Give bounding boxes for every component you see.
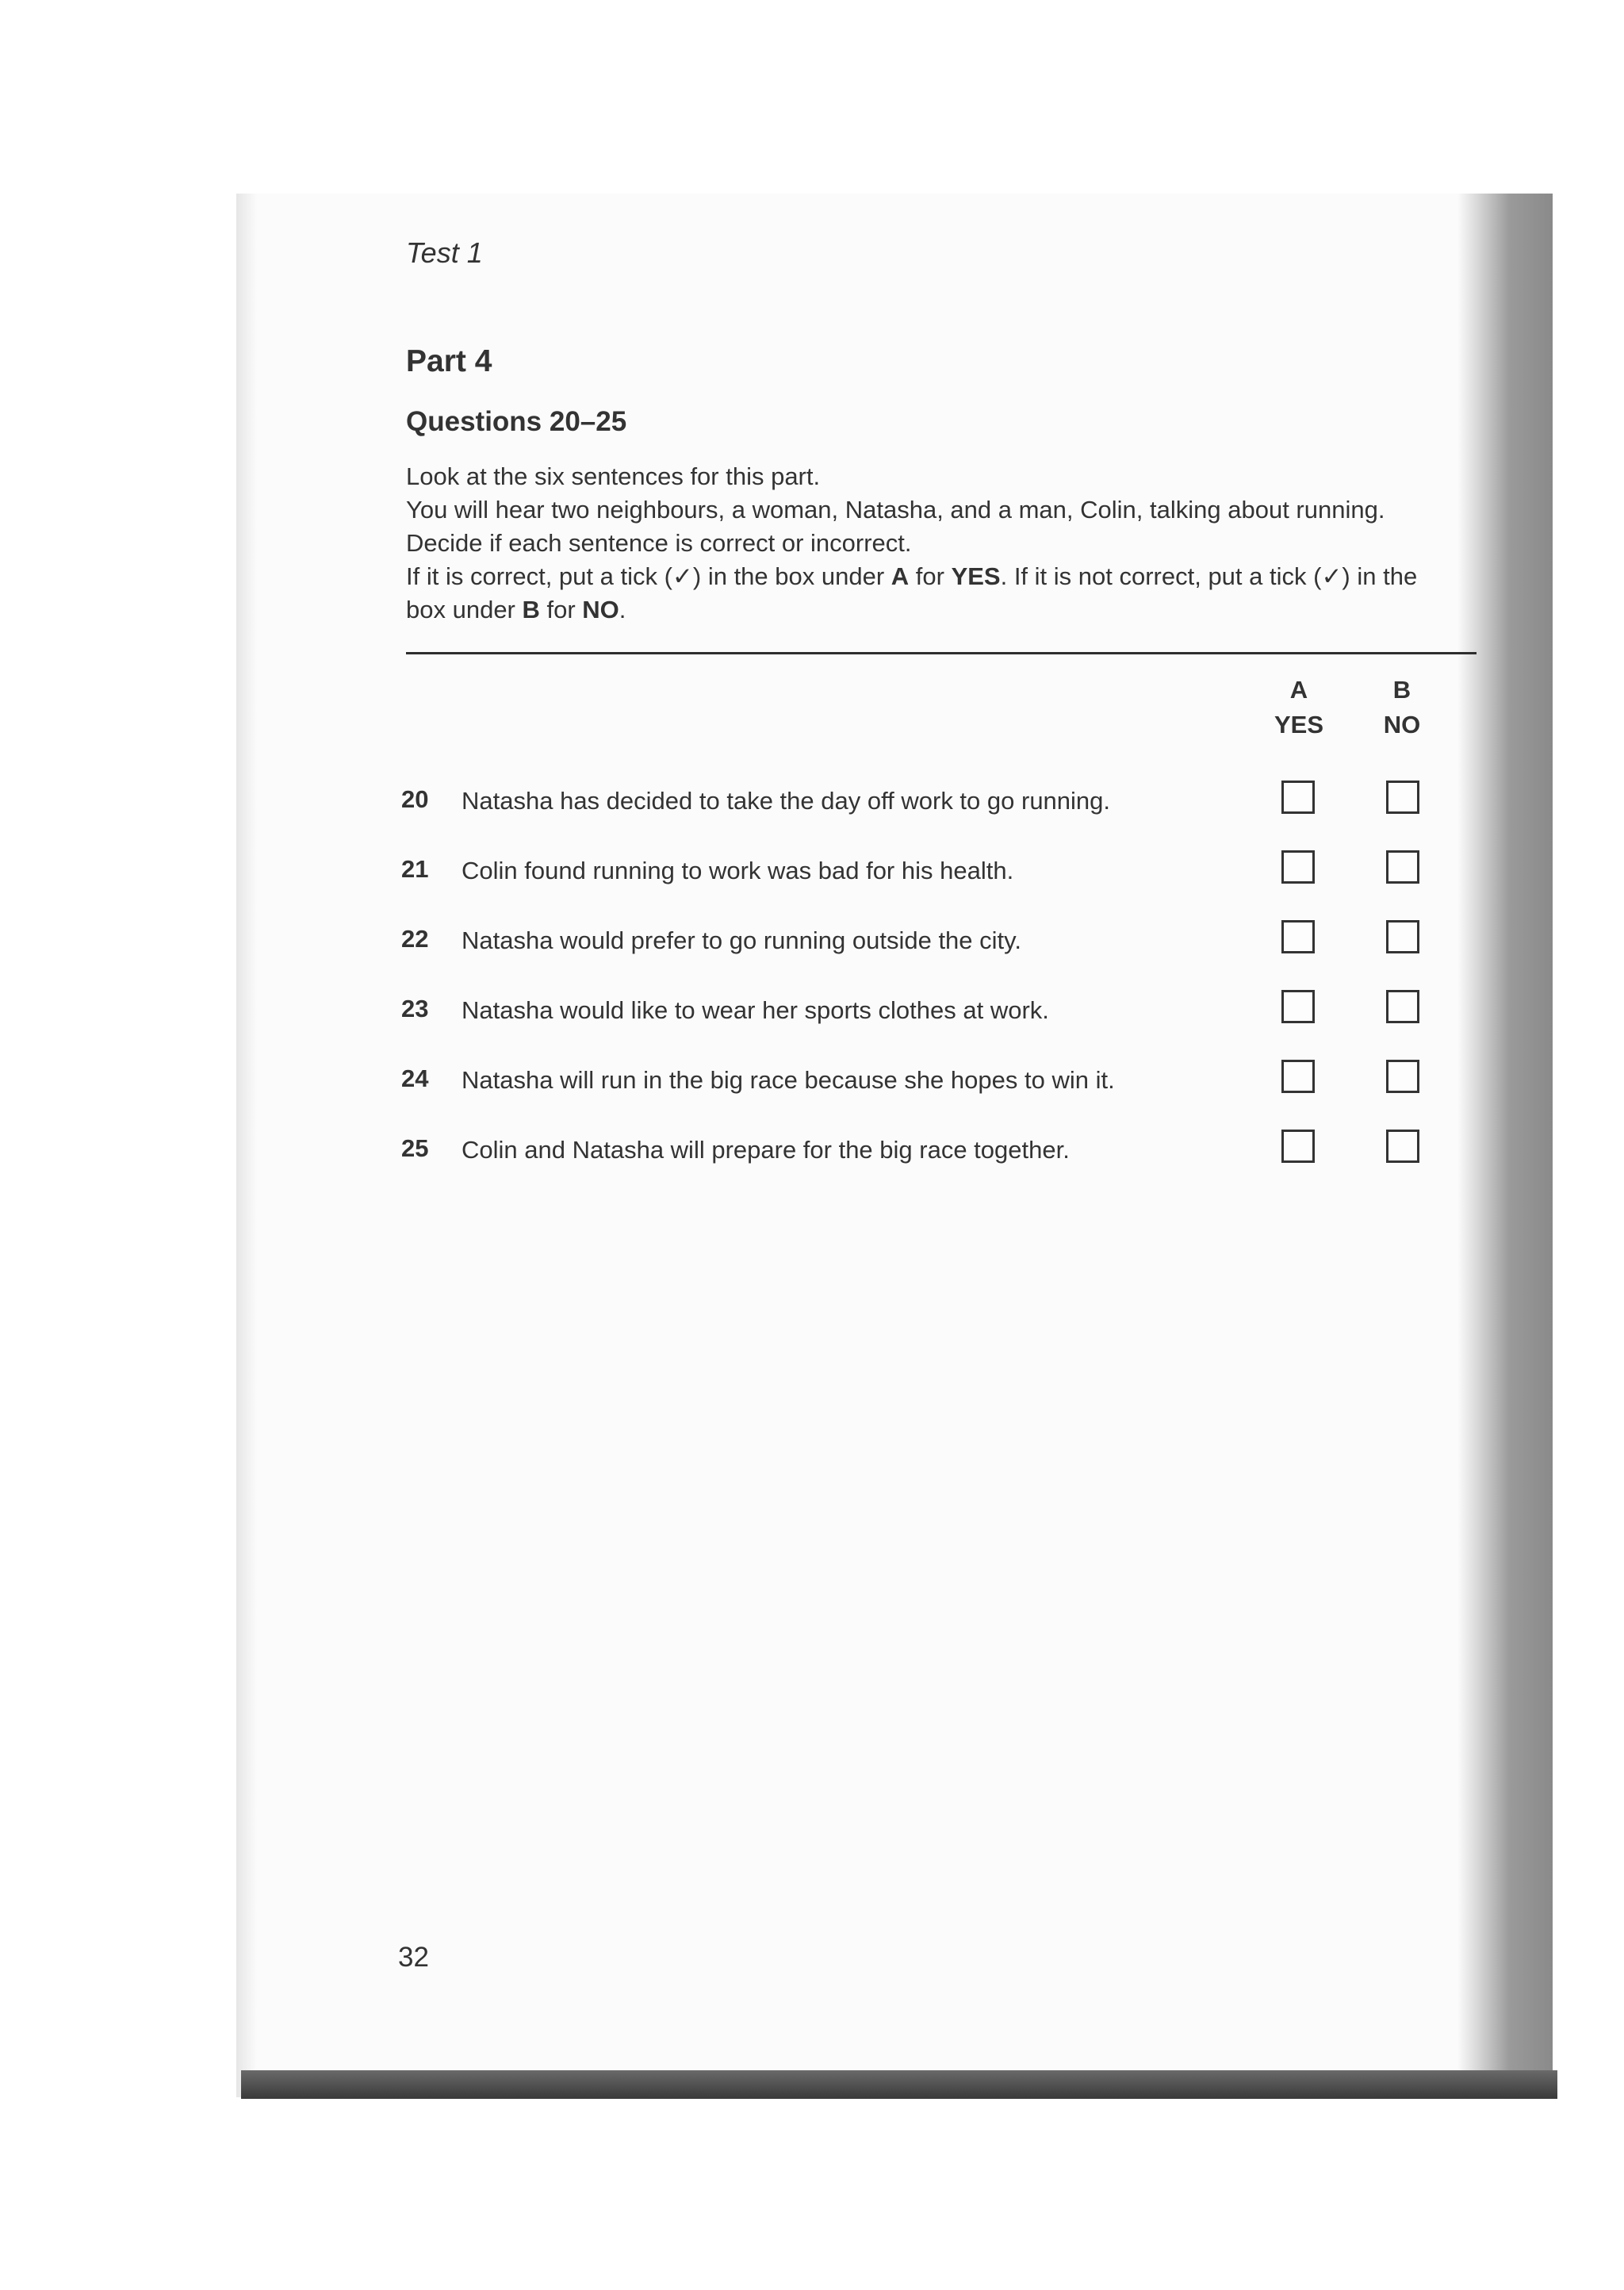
question-text: Colin found running to work was bad for his health.	[462, 857, 1014, 884]
question-number: 20	[401, 785, 429, 813]
column-header-b	[1362, 673, 1442, 742]
question-text: Colin and Natasha will prepare for the big race together.	[462, 1136, 1070, 1164]
page-bottom-edge	[241, 2070, 1557, 2099]
no-checkbox[interactable]	[1386, 850, 1419, 884]
yes-checkbox[interactable]	[1281, 1130, 1315, 1163]
instruction-no: NO	[582, 596, 619, 623]
question-number: 23	[401, 995, 429, 1022]
yes-checkbox[interactable]	[1281, 850, 1315, 884]
section-divider	[406, 652, 1477, 654]
instruction-b: B	[522, 596, 540, 623]
instruction-line-4	[406, 560, 1461, 627]
no-checkbox[interactable]	[1386, 781, 1419, 814]
question-text: Natasha would prefer to go running outside the city.	[462, 926, 1021, 954]
question-number: 22	[401, 925, 429, 953]
instruction-text: for	[539, 596, 583, 623]
yes-checkbox[interactable]	[1281, 990, 1315, 1023]
instruction-line-1: Look at the six sentences for this part.	[406, 462, 821, 490]
instruction-line-3: Decide if each sentence is correct or incorrect.	[406, 529, 912, 557]
no-checkbox[interactable]	[1386, 920, 1419, 953]
no-checkbox[interactable]	[1386, 1130, 1419, 1163]
column-b-letter: B	[1392, 676, 1411, 704]
column-b-label: NO	[1383, 711, 1421, 738]
question-text: Natasha would like to wear her sports clothes at work.	[462, 996, 1049, 1024]
instruction-text: . If it is not correct, put a tick (✓) in the box under	[406, 562, 1418, 623]
column-a-label: YES	[1274, 711, 1324, 738]
yes-checkbox[interactable]	[1281, 920, 1315, 953]
instruction-a: A	[891, 562, 910, 590]
instruction-text: .	[619, 596, 626, 623]
question-row	[0, 917, 1624, 965]
no-checkbox[interactable]	[1386, 990, 1419, 1023]
part-title: Part 4	[406, 344, 492, 378]
column-header-a	[1259, 673, 1339, 742]
question-row	[0, 847, 1624, 895]
page-number: 32	[398, 1942, 429, 1973]
instruction-text: for	[909, 562, 952, 590]
question-row	[0, 1057, 1624, 1104]
instruction-text: If it is correct, put a tick (✓) in the box under	[406, 562, 891, 590]
question-number: 21	[401, 855, 429, 883]
instruction-line-2: You will hear two neighbours, a woman, Natasha, and a man, Colin, talking about running.	[406, 496, 1385, 524]
question-row	[0, 1126, 1624, 1174]
instruction-yes: YES	[951, 562, 1001, 590]
no-checkbox[interactable]	[1386, 1060, 1419, 1093]
yes-checkbox[interactable]	[1281, 781, 1315, 814]
column-a-letter: A	[1289, 676, 1308, 704]
question-number: 25	[401, 1134, 429, 1162]
instructions	[406, 460, 1461, 627]
questions-title: Questions 20–25	[406, 406, 627, 437]
question-number: 24	[401, 1064, 429, 1092]
question-text: Natasha has decided to take the day off work to go running.	[462, 787, 1111, 815]
running-head: Test 1	[406, 236, 483, 269]
question-row	[0, 777, 1624, 825]
question-text: Natasha will run in the big race because she hopes to win it.	[462, 1066, 1115, 1094]
question-row	[0, 987, 1624, 1034]
yes-checkbox[interactable]	[1281, 1060, 1315, 1093]
